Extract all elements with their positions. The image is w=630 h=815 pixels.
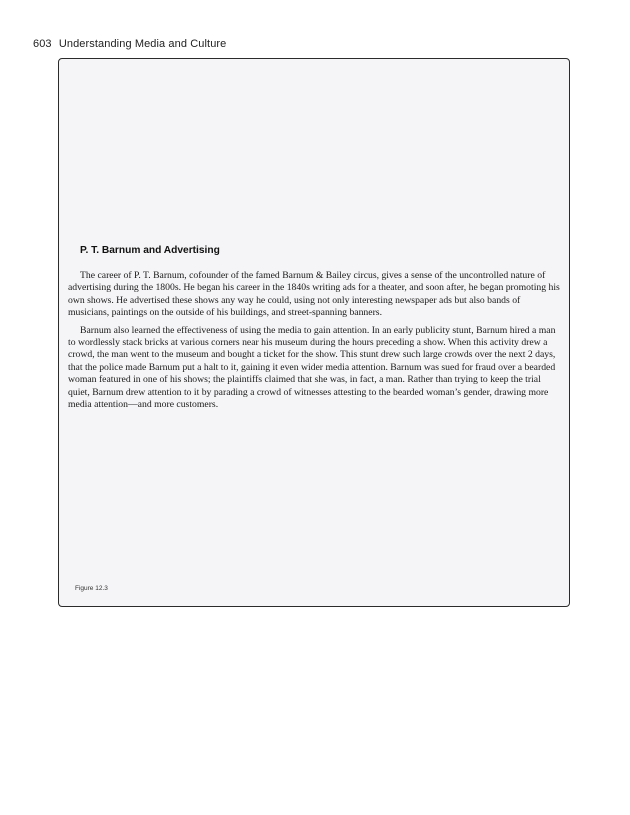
figure-caption: Figure 12.3 xyxy=(75,585,108,592)
running-header xyxy=(33,38,226,50)
box-body xyxy=(68,270,562,416)
book-title: Understanding Media and Culture xyxy=(58,38,227,50)
box-title: P. T. Barnum and Advertising xyxy=(80,245,220,256)
page-number: 603 xyxy=(33,38,52,50)
body-paragraph-1: The career of P. T. Barnum, cofounder of the famed Barnum & Bailey circus, gives a sense of the uncontrolled nature of advertising during the 1800s. He began his career in the 1840s writing ads for a theater, and soon after, he began promoting his own shows. He advertised these shows any way he could, using not only interesting newspaper ads but also bands of musicians, paintings on the outside of his buildings, and street-spanning banners. xyxy=(68,270,560,319)
body-paragraph-2: Barnum also learned the effectiveness of using the media to gain attention. In an early publicity stunt, Barnum hired a man to wordlessly stack bricks at various corners near his museum during the hours preceding a show. When this activity drew a crowd, the man went to the museum and bought a ticket for the show. This stunt drew such large crowds over the next 2 days, that the police made Barnum put a halt to it, gaining it even wider media attention. Barnum was sued for fraud over a bearded woman featured in one of his shows; the plaintiffs claimed that she was, in fact, a man. Rather than trying to keep the trial quiet, Barnum drew attention to it by parading a crowd of witnesses attesting to the bearded woman’s gender, drawing more media attention—and more customers. xyxy=(68,324,556,411)
sidebar-box xyxy=(58,58,570,607)
